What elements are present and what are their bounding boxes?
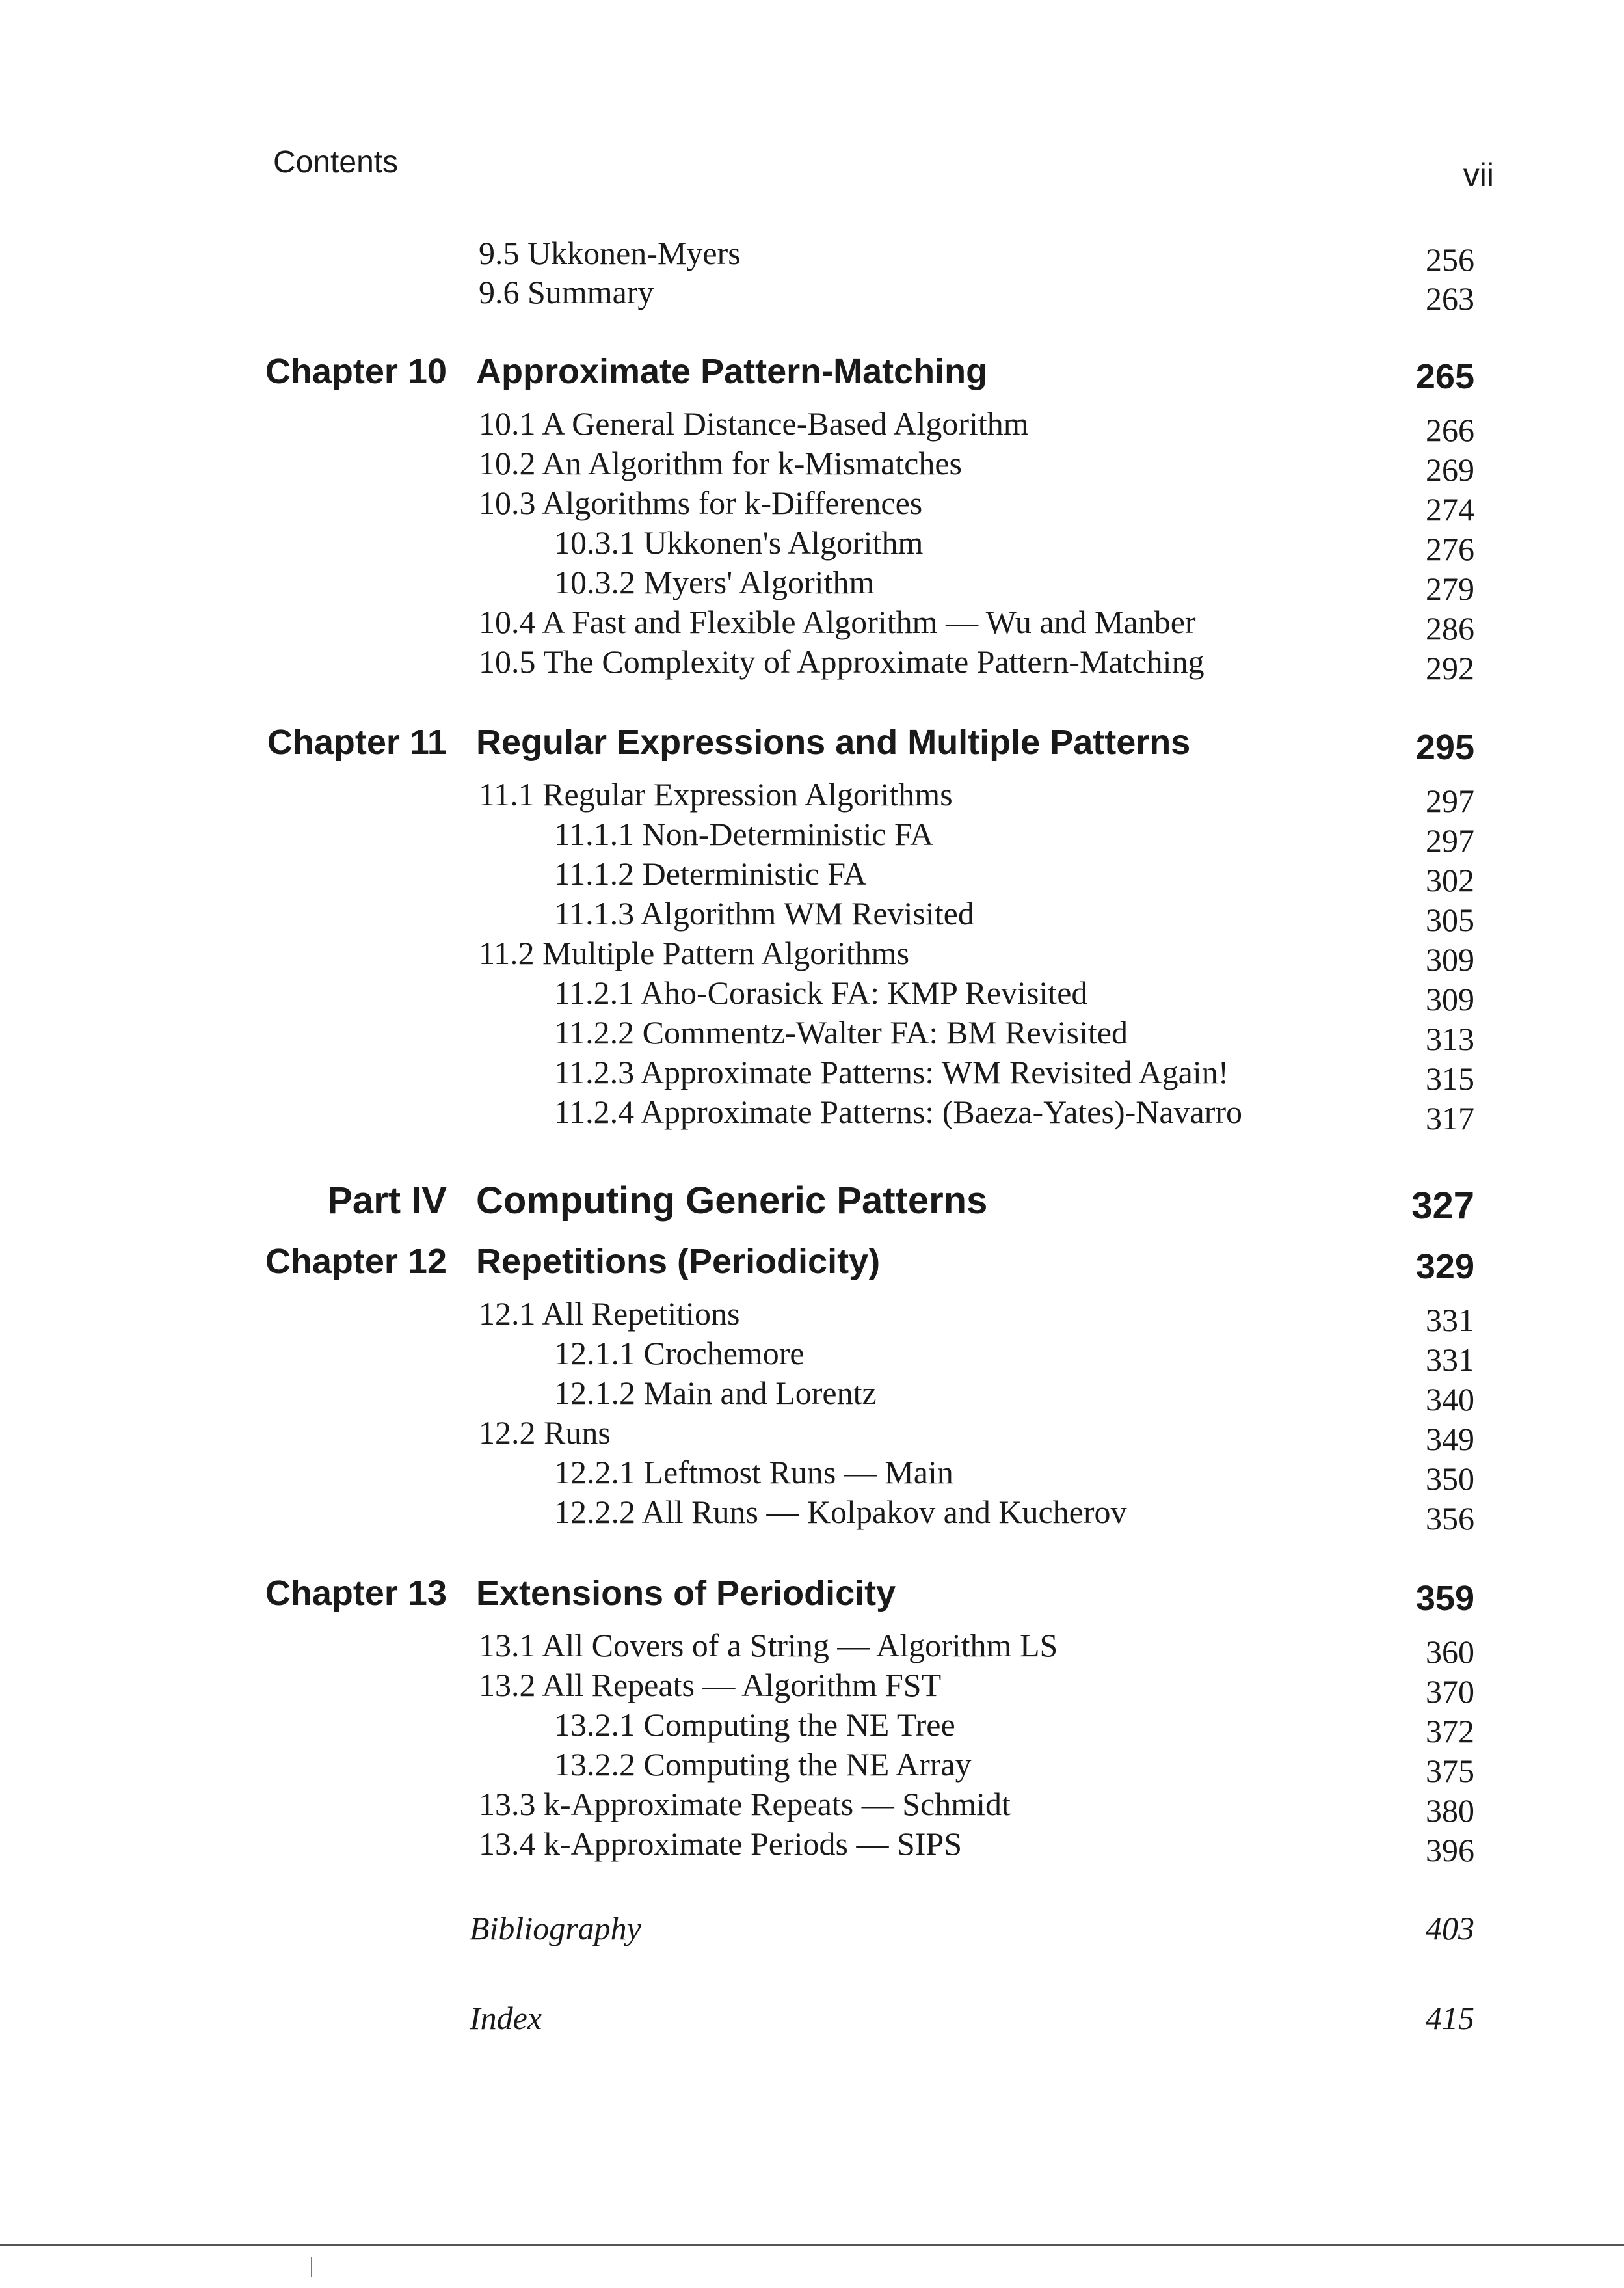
section-title: k-Approximate Periods — SIPS: [544, 1825, 963, 1862]
section-title: An Algorithm for k-Mismatches: [542, 445, 963, 481]
page-ref: 350: [1426, 1460, 1474, 1497]
section-number: 13.1: [479, 1627, 536, 1663]
toc-entry[interactable]: [0, 1825, 1624, 1870]
toc-entry[interactable]: [0, 855, 1624, 900]
chapter-title: Extensions of Periodicity: [476, 1574, 896, 1613]
page-ref: 297: [1426, 783, 1474, 819]
page-ref: 340: [1426, 1381, 1474, 1418]
page-ref: 309: [1426, 941, 1474, 978]
chapter-heading[interactable]: [0, 722, 1624, 768]
section-title: Commentz-Walter FA: BM Revisited: [642, 1014, 1128, 1051]
chapter-title: Regular Expressions and Multiple Patterns: [476, 723, 1191, 762]
section-title: Computing the NE Array: [643, 1746, 972, 1783]
page-ref: 331: [1426, 1302, 1474, 1338]
section-title: Summary: [527, 274, 654, 310]
running-header-title: Contents: [273, 145, 399, 180]
page-ref: 292: [1426, 650, 1474, 686]
section-number: 11.2: [479, 935, 535, 971]
section-number: 12.2.2: [554, 1494, 635, 1530]
section-title: Ukkonen-Myers: [527, 235, 741, 271]
section-number: 10.3.2: [554, 564, 635, 600]
toc-entry[interactable]: [0, 1493, 1624, 1539]
page-ref: 396: [1426, 1832, 1474, 1868]
page-ref: 309: [1426, 981, 1474, 1017]
chapter-label: Chapter 11: [267, 723, 447, 762]
section-title: Approximate Patterns: (Baeza-Yates)-Navarro: [640, 1094, 1243, 1130]
scan-edge-tick: [311, 2257, 312, 2277]
page-ref: 276: [1426, 531, 1474, 567]
page-ref: 269: [1426, 451, 1474, 488]
page-ref: 380: [1426, 1792, 1474, 1829]
section-title: All Repeats — Algorithm FST: [542, 1667, 942, 1703]
section-number: 10.3.1: [554, 524, 635, 561]
toc-entry[interactable]: [0, 1014, 1624, 1059]
section-number: 12.1.2: [554, 1375, 635, 1411]
page-ref: 375: [1426, 1753, 1474, 1789]
section-title: k-Approximate Repeats — Schmidt: [544, 1786, 1011, 1822]
section-title: Computing the NE Tree: [643, 1706, 955, 1743]
toc-entry[interactable]: [0, 603, 1624, 649]
section-title: All Repetitions: [542, 1295, 740, 1332]
page-ref: 349: [1426, 1421, 1474, 1457]
toc-entry[interactable]: [0, 1295, 1624, 1340]
chapter-label: Chapter 12: [265, 1242, 447, 1281]
chapter-heading[interactable]: [0, 1573, 1624, 1619]
toc-entry[interactable]: [0, 1093, 1624, 1138]
section-title: Deterministic FA: [642, 855, 867, 892]
page-ref: 372: [1426, 1713, 1474, 1749]
section-title: All Covers of a String — Algorithm LS: [542, 1627, 1058, 1663]
part-heading[interactable]: [0, 1179, 1624, 1227]
section-number: 9.5: [479, 235, 520, 271]
toc-entry[interactable]: [0, 273, 1624, 319]
section-number: 13.2.1: [554, 1706, 635, 1743]
section-title: Algorithms for k-Differences: [542, 485, 923, 521]
toc-backmatter-index[interactable]: [0, 1999, 1624, 2045]
page-ref: 279: [1426, 571, 1474, 607]
page-ref: 331: [1426, 1341, 1474, 1378]
toc-entry[interactable]: [0, 1414, 1624, 1459]
section-number: 11.1.2: [554, 855, 635, 892]
toc-entry[interactable]: [0, 1666, 1624, 1712]
page-ref: 360: [1426, 1634, 1474, 1670]
chapter-title: Approximate Pattern-Matching: [476, 352, 988, 391]
section-number: 10.2: [479, 445, 536, 481]
section-number: 10.4: [479, 604, 536, 640]
toc-entry[interactable]: [0, 1053, 1624, 1099]
toc-entry[interactable]: [0, 1745, 1624, 1791]
page-ref: 286: [1426, 610, 1474, 647]
section-number: 10.3: [479, 485, 536, 521]
part-title: Computing Generic Patterns: [476, 1179, 988, 1222]
toc-entry[interactable]: [0, 1374, 1624, 1420]
section-title: Leftmost Runs — Main: [643, 1454, 953, 1490]
toc-entry[interactable]: [0, 1785, 1624, 1831]
toc-entry[interactable]: [0, 1453, 1624, 1499]
section-title: Multiple Pattern Algorithms: [542, 935, 910, 971]
section-number: 9.6: [479, 274, 520, 310]
section-number: 13.3: [479, 1786, 536, 1822]
section-number: 11.1.1: [554, 816, 635, 852]
toc-entry[interactable]: [0, 563, 1624, 609]
page-ref: 274: [1426, 491, 1474, 528]
chapter-label: Chapter 13: [265, 1574, 447, 1613]
page-ref: 317: [1426, 1100, 1474, 1137]
section-number: 12.2: [479, 1414, 536, 1451]
toc-entry[interactable]: [0, 934, 1624, 980]
page-ref: 263: [1426, 280, 1474, 317]
section-number: 10.1: [479, 405, 536, 442]
page-ref: 313: [1426, 1021, 1474, 1057]
page-ref: 256: [1426, 241, 1474, 278]
page-ref: 265: [1415, 357, 1474, 396]
page-ref: 356: [1426, 1500, 1474, 1537]
section-title: A General Distance-Based Algorithm: [542, 405, 1029, 442]
section-number: 13.4: [479, 1825, 536, 1862]
page-ref: 266: [1426, 412, 1474, 448]
section-number: 13.2.2: [554, 1746, 635, 1783]
section-title: Approximate Patterns: WM Revisited Again!: [640, 1054, 1229, 1090]
section-title: Crochemore: [643, 1335, 805, 1371]
section-number: 11.2.1: [554, 975, 635, 1011]
toc-entry[interactable]: [0, 1626, 1624, 1672]
backmatter-title: Bibliography: [470, 1910, 641, 1946]
page-ref: 327: [1411, 1185, 1474, 1227]
chapter-label: Chapter 10: [265, 352, 447, 391]
scan-edge-rule: [0, 2244, 1624, 2246]
section-title: The Complexity of Approximate Pattern-Matching: [543, 643, 1205, 680]
section-number: 10.5: [479, 643, 536, 680]
page-ref: 359: [1415, 1579, 1474, 1618]
page-ref: 403: [1426, 1910, 1474, 1946]
chapter-title: Repetitions (Periodicity): [476, 1242, 881, 1281]
section-number: 12.1.1: [554, 1335, 635, 1371]
toc-entry[interactable]: [0, 974, 1624, 1019]
toc-entry[interactable]: [0, 484, 1624, 530]
toc-entry[interactable]: [0, 775, 1624, 821]
page-number: vii: [1463, 157, 1494, 193]
toc-entry[interactable]: [0, 444, 1624, 490]
section-title: All Runs — Kolpakov and Kucherov: [641, 1494, 1127, 1530]
toc-entry[interactable]: [0, 524, 1624, 569]
page-ref: 315: [1426, 1060, 1474, 1097]
section-title: Main and Lorentz: [643, 1375, 877, 1411]
section-number: 13.2: [479, 1667, 536, 1703]
section-title: Ukkonen's Algorithm: [643, 524, 924, 561]
page-ref: 302: [1426, 862, 1474, 898]
toc-entry[interactable]: [0, 1334, 1624, 1380]
page-ref: 297: [1426, 822, 1474, 859]
toc-backmatter-bibliography[interactable]: [0, 1909, 1624, 1955]
section-title: Algorithm WM Revisited: [640, 895, 974, 932]
page-ref: 305: [1426, 902, 1474, 938]
section-title: Regular Expression Algorithms: [542, 776, 953, 813]
chapter-heading[interactable]: [0, 1241, 1624, 1287]
section-number: 11.2.2: [554, 1014, 635, 1051]
section-number: 11.2.3: [554, 1054, 635, 1090]
section-title: Myers' Algorithm: [643, 564, 875, 600]
toc-entry[interactable]: [0, 643, 1624, 688]
page-ref: 329: [1415, 1247, 1474, 1286]
section-number: 11.2.4: [554, 1094, 635, 1130]
section-number: 12.2.1: [554, 1454, 635, 1490]
section-title: A Fast and Flexible Algorithm — Wu and Manber: [542, 604, 1196, 640]
section-title: Aho-Corasick FA: KMP Revisited: [640, 975, 1088, 1011]
toc-entry[interactable]: [0, 405, 1624, 450]
chapter-heading[interactable]: [0, 351, 1624, 397]
page-ref: 295: [1415, 728, 1474, 767]
section-title: Runs: [544, 1414, 611, 1451]
section-number: 12.1: [479, 1295, 536, 1332]
toc-entry[interactable]: [0, 815, 1624, 861]
section-number: 11.1: [479, 776, 535, 813]
page-ref: 370: [1426, 1673, 1474, 1710]
toc-entry[interactable]: [0, 1706, 1624, 1751]
part-label: Part IV: [327, 1179, 447, 1222]
section-title: Non-Deterministic FA: [642, 816, 934, 852]
section-number: 11.1.3: [554, 895, 635, 932]
backmatter-title: Index: [470, 2000, 542, 2036]
page-ref: 415: [1426, 2000, 1474, 2036]
toc-entry[interactable]: [0, 895, 1624, 940]
